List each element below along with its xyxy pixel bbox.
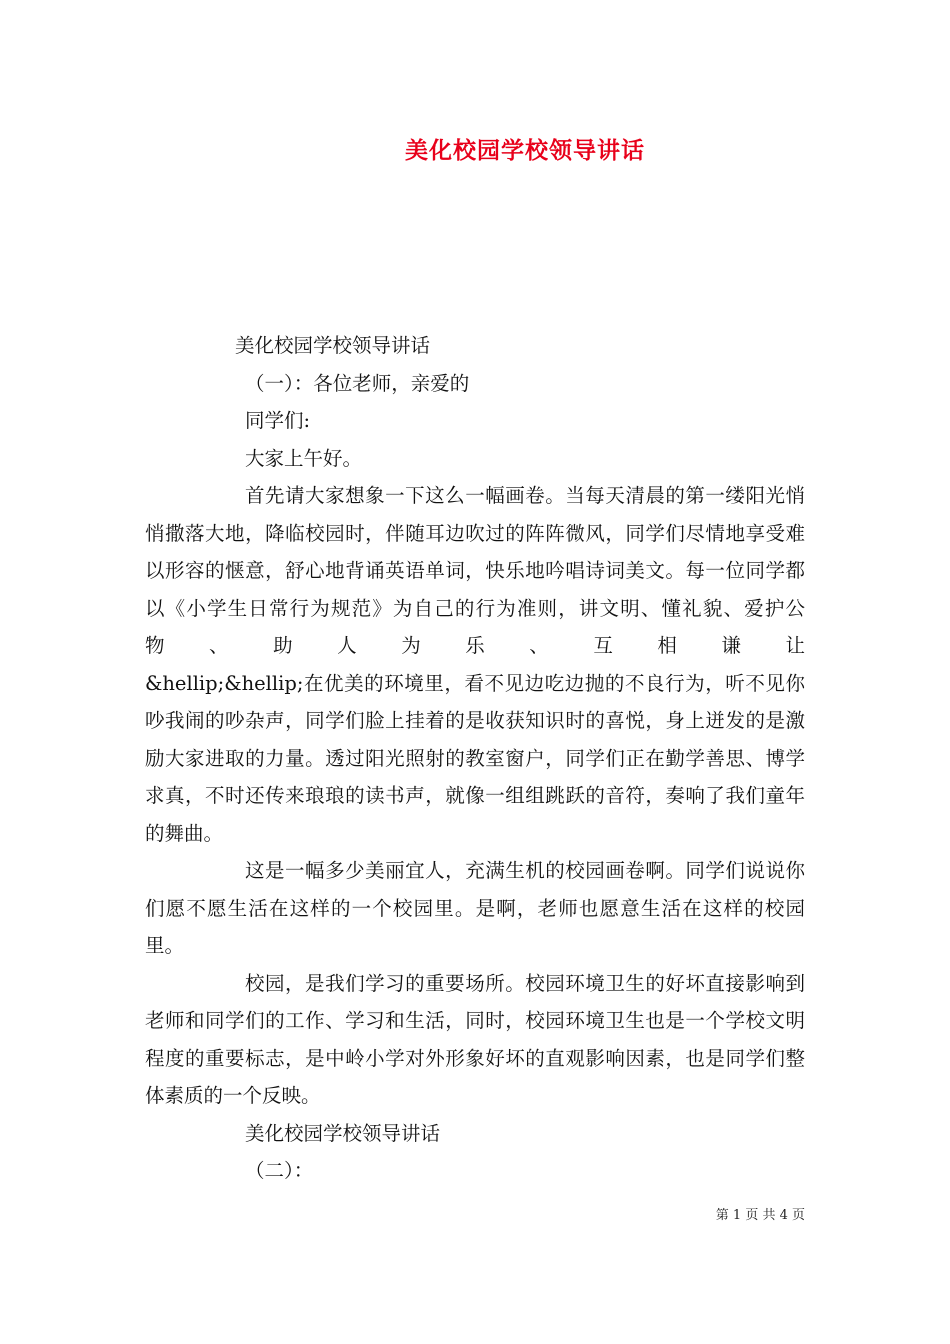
section-two-heading: （二）： bbox=[245, 1159, 314, 1182]
document-title: 美化校园学校领导讲话 bbox=[405, 137, 645, 164]
paragraph-imagine-continued: &hellip;&hellip;在优美的环境里，看不见边吃边抛的不良行为，听不见你吵我闹的吵杂声，同学们脸上挂着的是收获知识时的喜悦，身上迸发的是激励大家进取的力量。透过阳光照射的教室窗户，同学们正在勤学善思、博学求真，不时还传来琅琅的读书声，就像一组组跳跃的音符，奏响了我们童年的舞曲。 bbox=[145, 671, 805, 845]
section-one-heading: （一）：各位老师，亲爱的 bbox=[245, 371, 470, 395]
subtitle-line-repeat: 美化校园学校领导讲话 bbox=[245, 1121, 441, 1145]
subtitle-line: 美化校园学校领导讲话 bbox=[235, 334, 431, 357]
document-body bbox=[145, 327, 805, 1190]
salutation-line: 同学们: bbox=[245, 409, 311, 432]
page-number-footer: 第 1 页 共 4 页 bbox=[715, 1208, 805, 1223]
paragraph-imagine: 首先请大家想象一下这么一幅画卷。当每天清晨的第一缕阳光悄悄撒落大地，降临校园时，伴随耳边吹过的阵阵微风，同学们尽情地享受难以形容的惬意，舒心地背诵英语单词，快乐地吟唱诗词美文。每一位同学都以《小学生日常行为规范》为自己的行为准则，讲文明、懂礼貌、爱护公物、助人为乐、互相谦让 bbox=[145, 484, 805, 657]
paragraph-campus-scroll: 这是一幅多少美丽宜人，充满生机的校园画卷啊。同学们说说你们愿不愿生活在这样的一个校园里。是啊，老师也愿意生活在这样的校园里。 bbox=[145, 859, 805, 957]
paragraph-campus-importance: 校园，是我们学习的重要场所。校园环境卫生的好坏直接影响到老师和同学们的工作、学习和生活，同时，校园环境卫生也是一个学校文明程度的重要标志，是中岭小学对外形象好坏的直观影响因素，也是同学们整体素质的一个反映。 bbox=[145, 971, 805, 1107]
greeting-line: 大家上午好。 bbox=[245, 446, 363, 470]
